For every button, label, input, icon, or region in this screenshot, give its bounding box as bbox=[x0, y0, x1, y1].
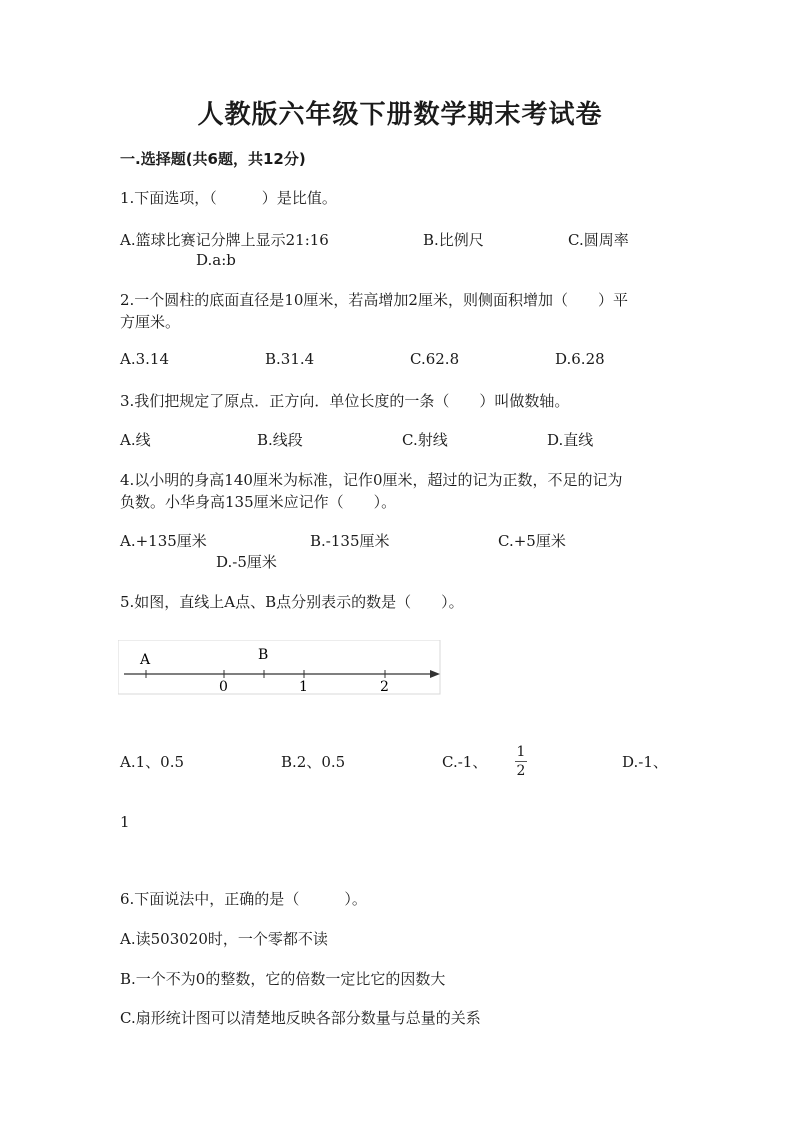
question-1-option-b: B.比例尺 bbox=[423, 231, 484, 249]
fraction-denominator: 2 bbox=[516, 763, 526, 779]
question-1-option-a: A.篮球比赛记分牌上显示21:16 bbox=[120, 231, 329, 249]
tick-label-0: 0 bbox=[219, 679, 228, 695]
question-4-stem-line1: 4.以小明的身高140厘米为标准，记作0厘米，超过的记为正数，不足的记为 bbox=[120, 471, 623, 489]
question-3-stem: 3.我们把规定了原点．正方向．单位长度的一条（ ）叫做数轴。 bbox=[120, 392, 570, 410]
question-5-option-d-wrapped: 1 bbox=[120, 813, 130, 831]
question-5-option-c: C.-1、 bbox=[442, 753, 488, 771]
question-4-option-a: A.+135厘米 bbox=[120, 532, 207, 550]
question-6-stem: 6.下面说法中，正确的是（ ）。 bbox=[120, 890, 367, 908]
fraction-bar bbox=[515, 761, 527, 762]
question-2-option-c: C.62.8 bbox=[410, 350, 460, 368]
figure-frame bbox=[118, 640, 440, 694]
question-5-stem: 5.如图，直线上A点、B点分别表示的数是（ ）。 bbox=[120, 593, 464, 611]
question-2-option-d: D.6.28 bbox=[555, 350, 605, 368]
page-title: 人教版六年级下册数学期末考试卷 bbox=[197, 100, 603, 130]
section-heading: 一.选择题(共6题，共12分) bbox=[120, 150, 306, 168]
fraction-numerator: 1 bbox=[516, 744, 526, 760]
axis-arrow-icon bbox=[430, 670, 440, 678]
question-4-option-c: C.+5厘米 bbox=[498, 532, 566, 550]
question-6-option-c: C.扇形统计图可以清楚地反映各部分数量与总量的关系 bbox=[120, 1009, 481, 1027]
question-2-stem-line2: 方厘米。 bbox=[120, 313, 181, 331]
question-1-option-d: D.a:b bbox=[196, 251, 236, 269]
question-2-option-b: B.31.4 bbox=[265, 350, 315, 368]
question-5-option-a: A.1、0.5 bbox=[120, 753, 184, 771]
question-1-option-c: C.圆周率 bbox=[568, 231, 629, 249]
question-3-option-d: D.直线 bbox=[547, 431, 594, 449]
question-5-option-b: B.2、0.5 bbox=[281, 753, 346, 771]
question-4-option-b: B.-135厘米 bbox=[310, 532, 390, 550]
tick-label-1: 1 bbox=[299, 679, 308, 695]
question-4-stem-line2: 负数。小华身高135厘米应记作（ ）。 bbox=[120, 493, 397, 511]
question-6-option-b: B.一个不为0的整数，它的倍数一定比它的因数大 bbox=[120, 970, 446, 988]
question-6-option-a: A.读503020时，一个零都不读 bbox=[120, 930, 328, 948]
question-4-option-d: D.-5厘米 bbox=[216, 553, 277, 571]
number-line-figure bbox=[118, 640, 448, 700]
question-2-stem-line1: 2.一个圆柱的底面直径是10厘米，若高增加2厘米，则侧面积增加（ ）平 bbox=[120, 291, 628, 309]
question-2-option-a: A.3.14 bbox=[120, 350, 169, 368]
question-3-option-a: A.线 bbox=[120, 431, 151, 449]
point-b-label: B bbox=[258, 647, 269, 663]
tick-label-2: 2 bbox=[380, 679, 389, 695]
fraction-one-half bbox=[513, 744, 529, 779]
question-5-option-d: D.-1、 bbox=[622, 753, 668, 771]
question-3-option-c: C.射线 bbox=[402, 431, 448, 449]
question-3-option-b: B.线段 bbox=[257, 431, 303, 449]
question-1-stem: 1.下面选项，（ ）是比值。 bbox=[120, 189, 337, 207]
point-a-label: A bbox=[140, 652, 151, 668]
